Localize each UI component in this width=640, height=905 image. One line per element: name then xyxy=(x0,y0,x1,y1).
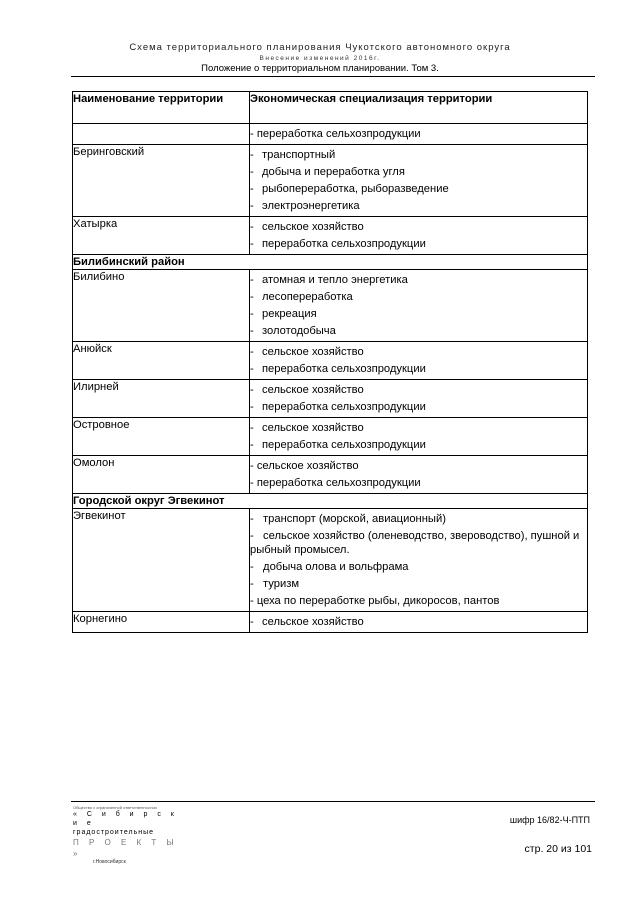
table-row xyxy=(73,509,588,612)
specialization-table xyxy=(72,91,588,633)
specialization-item xyxy=(250,199,587,213)
territory-name: Эгвекинот xyxy=(73,509,250,612)
specialization-item xyxy=(250,362,587,376)
specialization-cell xyxy=(250,270,588,342)
table-row xyxy=(73,124,588,145)
logo-line-3: П Р О Е К Т Ы » xyxy=(73,838,178,858)
dash-bullet: - xyxy=(250,291,254,303)
specialization-item: - транспорт (морской, авиационный) xyxy=(250,513,446,525)
territory-name: Анюйск xyxy=(73,342,250,380)
dash-bullet: - xyxy=(250,149,254,161)
header-rule xyxy=(71,76,595,77)
territory-name: Беринговский xyxy=(73,145,250,217)
page-number: стр. 20 из 101 xyxy=(524,843,592,855)
item-text: переработка сельхозпродукции xyxy=(262,238,426,250)
company-logo xyxy=(73,805,183,866)
specialization-cell xyxy=(250,612,588,633)
specialization-item xyxy=(250,148,587,162)
specialization-item: - сельское хозяйство xyxy=(250,460,359,472)
specialization-item: - цеха по переработке рыбы, дикоросов, пантов xyxy=(250,595,500,607)
item-text: рекреация xyxy=(262,308,317,320)
item-text: сельское хозяйство xyxy=(262,346,364,358)
specialization-item xyxy=(250,273,587,287)
specialization-cell xyxy=(250,456,588,494)
item-text: рыбопереработка, рыборазведение xyxy=(262,183,449,195)
specialization-cell xyxy=(250,342,588,380)
document-title: Схема территориального планирования Чукотского автономного округа xyxy=(129,42,511,53)
specialization-item xyxy=(250,438,587,452)
specialization-cell xyxy=(250,217,588,255)
document-volume: Положение о территориальном планировании. Том 3. xyxy=(201,63,439,74)
column-header-specialization: Экономическая специализация территории xyxy=(250,92,588,124)
document-subtitle: Внесение изменений 2016г. xyxy=(259,55,381,62)
item-text: переработка сельхозпродукции xyxy=(262,401,426,413)
dash-bullet: - xyxy=(250,166,254,178)
section-row xyxy=(73,255,588,270)
specialization-item xyxy=(250,400,587,414)
item-text: сельское хозяйство xyxy=(262,422,364,434)
table-row xyxy=(73,342,588,380)
dash-bullet: - xyxy=(250,616,254,628)
specialization-item xyxy=(250,237,587,251)
item-text: атомная и тепло энергетика xyxy=(262,274,408,286)
dash-bullet: - xyxy=(250,308,254,320)
document-code: шифр 16/82-Ч-ПТП xyxy=(509,815,590,825)
item-text: электроэнергетика xyxy=(262,200,360,212)
dash-bullet: - xyxy=(250,346,254,358)
logo-org-line: Общество с ограниченной ответственностью xyxy=(73,805,157,810)
table-row xyxy=(73,270,588,342)
item-text: сельское хозяйство xyxy=(262,384,364,396)
territory-name: Островное xyxy=(73,418,250,456)
item-text: золотодобыча xyxy=(262,325,336,337)
dash-bullet: - xyxy=(250,384,254,396)
territory-name: Билибино xyxy=(73,270,250,342)
specialization-item xyxy=(250,307,587,321)
logo-line-1: « С и б и р с к и е xyxy=(73,811,178,827)
specialization-cell xyxy=(250,380,588,418)
table-row xyxy=(73,456,588,494)
table-row xyxy=(73,145,588,217)
dash-bullet: - xyxy=(250,238,254,250)
specialization-item: - переработка сельхозпродукции xyxy=(250,128,421,140)
specialization-cell xyxy=(250,418,588,456)
item-text: переработка сельхозпродукции xyxy=(262,363,426,375)
item-text: лесопереработка xyxy=(262,291,353,303)
dash-bullet: - xyxy=(250,422,254,434)
specialization-item: - туризм xyxy=(250,578,300,590)
footer-rule xyxy=(71,801,595,802)
item-text: сельское хозяйство xyxy=(262,221,364,233)
dash-bullet: - xyxy=(250,200,254,212)
specialization-item: - добыча олова и вольфрама xyxy=(250,561,409,573)
table-row xyxy=(73,418,588,456)
territory-name: Хатырка xyxy=(73,217,250,255)
specialization-item xyxy=(250,345,587,359)
section-row xyxy=(73,494,588,509)
item-text: добыча и переработка угля xyxy=(262,166,405,178)
table-row xyxy=(73,217,588,255)
dash-bullet: - xyxy=(250,183,254,195)
specialization-item xyxy=(250,615,587,629)
section-title: Билибинский район xyxy=(73,255,588,270)
item-text: транспортный xyxy=(262,149,336,161)
table-row xyxy=(73,380,588,418)
section-title: Городской округ Эгвекинот xyxy=(73,494,588,509)
territory-name: Илирней xyxy=(73,380,250,418)
dash-bullet: - xyxy=(250,221,254,233)
specialization-cell xyxy=(250,124,588,145)
dash-bullet: - xyxy=(250,325,254,337)
territory-name xyxy=(73,124,250,145)
specialization-item xyxy=(250,421,587,435)
territory-name: Корнегино xyxy=(73,612,250,633)
dash-bullet: - xyxy=(250,363,254,375)
table-header-row xyxy=(73,92,588,124)
specialization-item xyxy=(250,324,587,338)
table-row xyxy=(73,612,588,633)
dash-bullet: - xyxy=(250,274,254,286)
logo-city: г.Новосибирск xyxy=(93,859,126,865)
specialization-cell xyxy=(250,145,588,217)
specialization-item xyxy=(250,220,587,234)
specialization-cell xyxy=(250,509,588,612)
specialization-item xyxy=(250,165,587,179)
dash-bullet: - xyxy=(250,401,254,413)
specialization-item: - сельское хозяйство (оленеводство, звероводство), пушной и рыбный промысел. xyxy=(250,530,583,556)
column-header-name: Наименование территории xyxy=(73,92,250,124)
territory-name: Омолон xyxy=(73,456,250,494)
dash-bullet: - xyxy=(250,439,254,451)
specialization-item xyxy=(250,290,587,304)
specialization-item xyxy=(250,383,587,397)
item-text: переработка сельхозпродукции xyxy=(262,439,426,451)
specialization-item: - переработка сельхозпродукции xyxy=(250,477,421,489)
item-text: сельское хозяйство xyxy=(262,616,364,628)
logo-line-2: градостроительные xyxy=(73,829,155,836)
specialization-item xyxy=(250,182,587,196)
